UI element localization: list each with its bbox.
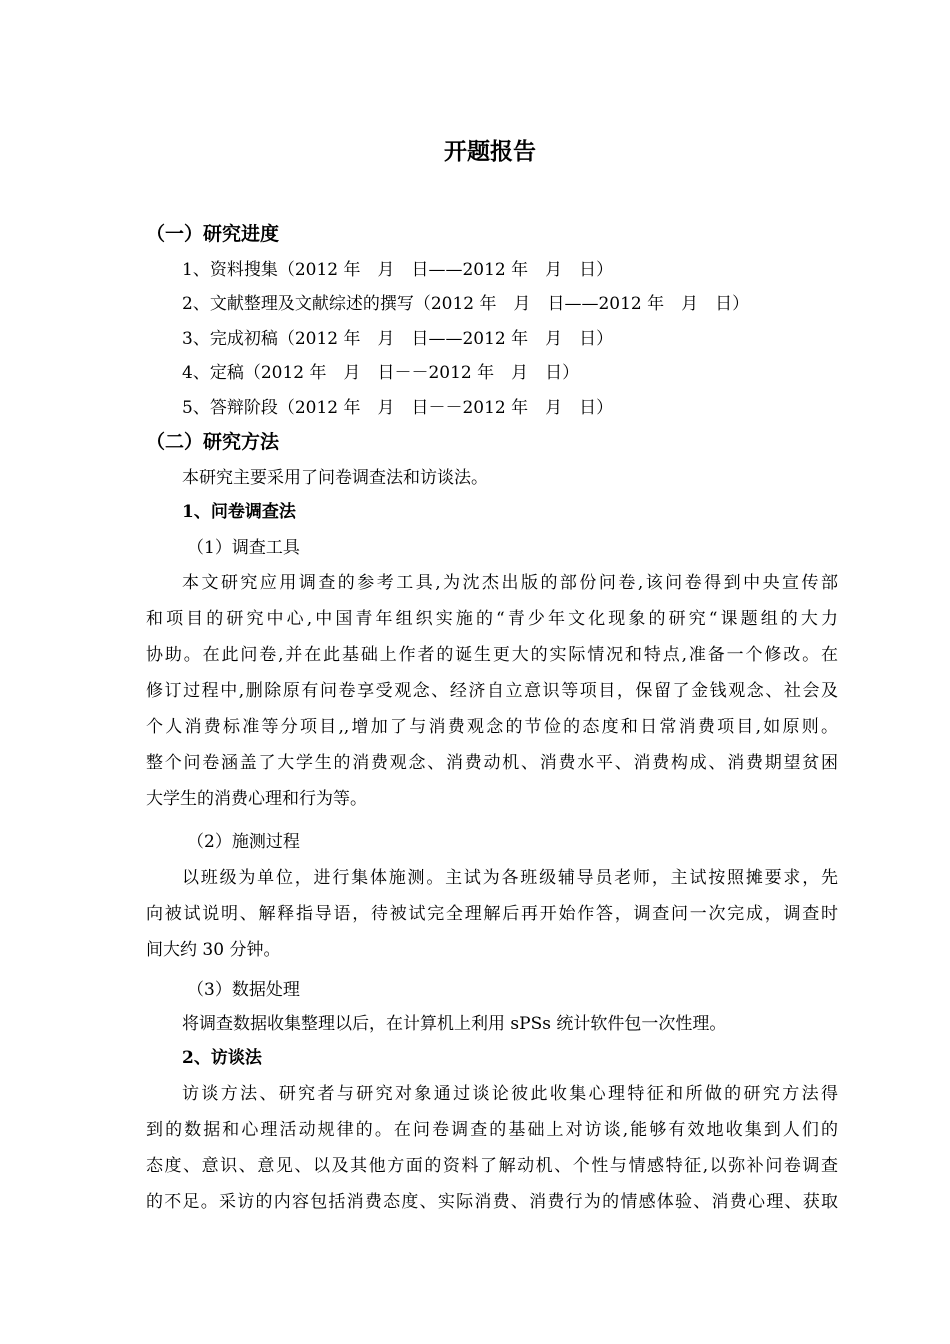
paragraph-line: 向被试说明、解释指导语，待被试完全理解后再开始作答，调查问一次完成，调查时 [146,904,838,924]
paragraph-line: 修订过程中,删除原有问卷享受观念、经济自立意识等项目，保留了金钱观念、社会及 [146,681,838,701]
subheading-procedure: （2）施测过程 [187,832,300,852]
paragraph-line: 个人消费标准等分项目,,增加了与消费观念的节俭的态度和日常消费项目,如原则。 [146,717,838,737]
paragraph-line: 到的数据和心理活动规律的。在问卷调查的基础上对访谈,能够有效地收集到人们的 [146,1120,838,1140]
subheading-tools: （1）调查工具 [187,538,300,558]
progress-item: 1、资料搜集（2012 年 月 日——2012 年 月 日） [182,260,614,280]
subheading-data-processing: （3）数据处理 [187,980,300,1000]
paragraph-line: 的不足。采访的内容包括消费态度、实际消费、消费行为的情感体验、消费心理、获取 [146,1192,838,1212]
paragraph-line: 态度、意识、意见、以及其他方面的资料了解动机、个性与情感特征,以弥补问卷调查 [146,1156,838,1176]
progress-item: 4、定稿（2012 年 月 日－－2012 年 月 日） [182,363,580,383]
paragraph-line: 间大约 30 分钟。 [146,940,281,960]
progress-item: 5、答辩阶段（2012 年 月 日－－2012 年 月 日） [182,398,614,418]
method-heading-interview: 2、访谈法 [182,1048,262,1068]
paragraph-line: 将调查数据收集整理以后，在计算机上利用 sPSs 统计软件包一次性理。 [182,1014,727,1034]
paragraph-line: 和项目的研究中心,中国青年组织实施的“青少年文化现象的研究“课题组的大力 [146,609,838,629]
section-heading-methods: （二）研究方法 [146,431,280,453]
methods-intro: 本研究主要采用了问卷调查法和访谈法。 [182,468,488,488]
paragraph-line: 访谈方法、研究者与研究对象通过谈论彼此收集心理特征和所做的研究方法得 [182,1084,838,1104]
progress-item: 2、文献整理及文献综述的撰写（2012 年 月 日——2012 年 月 日） [182,294,750,314]
paragraph-line: 大学生的消费心理和行为等。 [146,789,367,809]
paragraph-line: 以班级为单位，进行集体施测。主试为各班级辅导员老师，主试按照摊要求，先 [182,868,838,888]
paragraph-line: 本文研究应用调查的参考工具,为沈杰出版的部份问卷,该问卷得到中央宣传部 [182,573,838,593]
paragraph-line: 协助。在此问卷,并在此基础上作者的诞生更大的实际情况和特点,准备一个修改。在 [146,645,838,665]
paragraph-line: 整个问卷涵盖了大学生的消费观念、消费动机、消费水平、消费构成、消费期望贫困 [146,753,838,773]
page-title: 开题报告 [444,139,536,165]
method-heading-questionnaire: 1、问卷调查法 [182,502,296,522]
section-heading-progress: （一）研究进度 [146,223,280,245]
progress-item: 3、完成初稿（2012 年 月 日——2012 年 月 日） [182,329,614,349]
